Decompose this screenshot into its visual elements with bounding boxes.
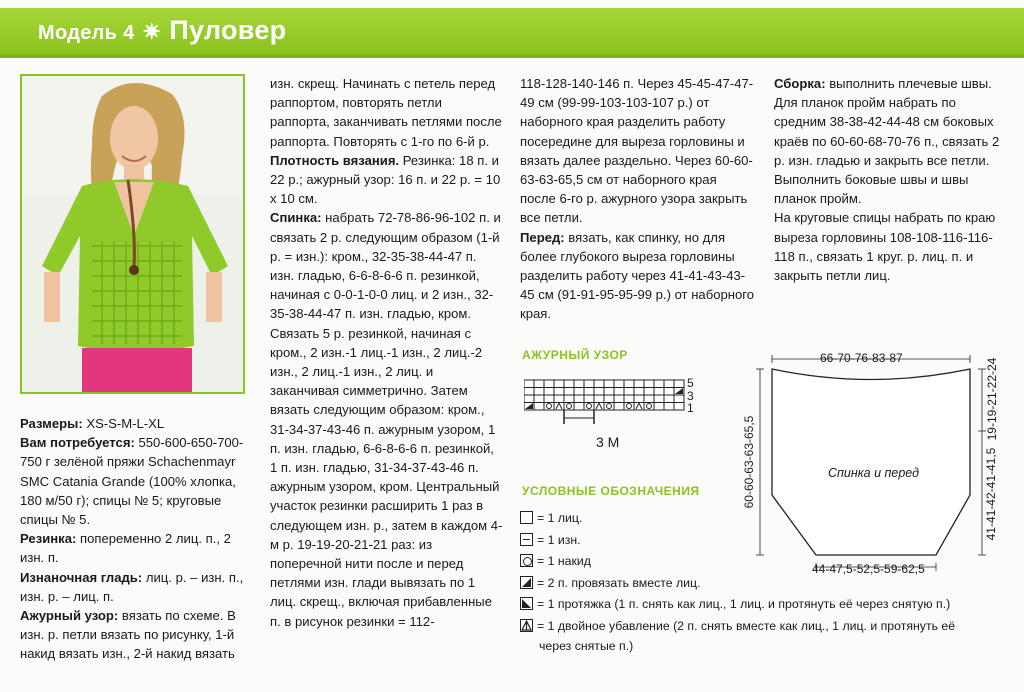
paragraph: изн. скрещ. Начинать с петель перед раппортом, повторять петли раппорта, заканчивать петлями после раппорта. Повторять с 1-го по 6-й р. xyxy=(270,76,502,149)
double-decrease-symbol-icon xyxy=(520,619,533,632)
banner-underline xyxy=(0,54,1024,58)
page-title xyxy=(38,15,286,46)
paragraph: Сборка: выполнить плечевые швы. Для планок пройм набрать по средним 38-38-42-44-48 см боковых краёв по 60-60-68-70-76 п., связать 2 р. изн. гладью и закрыть все петли. Выполнить боковые швы и швы планок пройм. xyxy=(774,76,1000,207)
paragraph: Резинка: попеременно 2 лиц. п., 2 изн. п. xyxy=(20,531,231,566)
paragraph: Спинка: набрать 72-78-86-96-102 п. и связать 2 р. следующим образом (1-й р. = изн.): кром., 32-35-38-44-47 п. изн. гладью, 6-6-8-6-6 п. резинкой, начиная с 0-0-1-0-0 лиц. и 2 изн., 32-35-38-44-47 п. изн. гладью, кром. Связать 5 р. резинкой, начиная с кром., 2 изн.-1 лиц.-1 изн., 2 лиц.-2 изн., 2 лиц.-1 изн., 2 лиц. и заканчивая симметрично. Затем вязать следующим образом: кром., 31-34-37-43-46 п. ажурным узором, 1 п. изн. гладью, 6-6-8-6-6 п. резинкой, 1 п. изн. гладью, 31-34-37-43-46 п. ажурным узором, кром. Центральный участок резинки расширить 1 раз в следующем изн. р., затем в каждом 4-м р. 19-19-20-21-21 раз: из поперечной нити после и перед петлями изн. глади вывязать по 1 лиц. скрещ., включая прибавленные п. в рисунок резинки = 112- xyxy=(270,210,503,629)
chart-row-label: 3 xyxy=(687,389,694,403)
column-4-text xyxy=(774,74,1000,285)
garment-title: Пуловер xyxy=(169,15,287,45)
schematic-right-top: 19-19-21-22-24 xyxy=(985,357,999,441)
column-2-text xyxy=(270,74,504,631)
lace-pattern-chart xyxy=(524,372,704,461)
paragraph: 118-128-140-146 п. Через 45-45-47-47-49 см (99-99-103-103-107 р.) от наборного края разделить работу посередине для выреза горловины и вязать далее раздельно. Через 60-60-63-63-65,5 см от наборного края после 6-го р. ажурного узора закрыть все петли. xyxy=(520,76,754,226)
k2tog-symbol-icon xyxy=(520,576,533,589)
column-3-text xyxy=(520,74,755,324)
schematic-bottom-width: 44-47,5-52,5-59-62,5 xyxy=(812,562,925,576)
yarn-over-symbol-icon xyxy=(520,554,533,567)
legend-item: = 2 п. провязать вместе лиц. xyxy=(520,573,1000,595)
paragraph: Вам потребуется: 550-600-650-700-750 г зелёной пряжи Schachenmayr SMC Catania Grande (100% хлопка, 180 м/50 г); спицы № 5; круговые спицы № 5. xyxy=(20,435,244,528)
model-photo xyxy=(20,74,245,394)
model-number: Модель 4 xyxy=(38,22,135,44)
chart-repeat-label: 3 М xyxy=(596,434,620,450)
legend-title: УСЛОВНЫЕ ОБОЗНАЧЕНИЯ xyxy=(522,484,700,498)
paragraph: Изнаночная гладь: лиц. р. – изн. п., изн. р. – лиц. п. xyxy=(20,569,244,604)
purl-symbol-icon xyxy=(520,533,533,546)
schematic-right-main: 41-41-42-41-41,5 xyxy=(984,447,998,541)
paragraph: Размеры: XS-S-M-L-XL xyxy=(20,416,165,431)
legend-item: = 1 изн. xyxy=(520,530,1000,552)
schematic-diagram xyxy=(746,345,1000,580)
schematic-left-height: 60-60-63-63-65,5 xyxy=(742,415,756,509)
column-1-text xyxy=(20,414,252,664)
paragraph: На круговые спицы набрать по краю выреза горловины 108-108-116-116-118 п., связать 1 круг. р. лиц. п. и закрыть петли лиц. xyxy=(774,210,996,284)
legend-item: = 1 двойное убавление (2 п. снять вместе как лиц., 1 лиц. и протянуть её xyxy=(520,616,1000,638)
paragraph: Плотность вязания. Резинка: 18 п. и 22 р.; ажурный узор: 16 п. и 22 р. = 10 х 10 см. xyxy=(270,152,501,207)
chart-row-label: 5 xyxy=(687,376,694,390)
schematic-top-width: 66-70-76-83-87 xyxy=(820,351,903,365)
legend-item: = 1 протяжка (1 п. снять как лиц., 1 лиц. и протянуть её через снятую п.) xyxy=(520,594,1000,616)
star-icon: ✷ xyxy=(142,19,162,44)
ssk-symbol-icon xyxy=(520,597,533,610)
garment-schematic xyxy=(742,345,1000,585)
schematic-center-label: Спинка и перед xyxy=(828,466,919,480)
legend-item: = 1 лиц. xyxy=(520,508,1000,530)
woman-in-pullover-illustration xyxy=(22,76,243,392)
paragraph: Ажурный узор: вязать по схеме. В изн. р. петли вязать по рисунку, 1-й накид вязать изн., 2-й накид вязать xyxy=(20,608,236,662)
legend-item-continued: через снятые п.) xyxy=(539,638,634,653)
knit-symbol-icon xyxy=(520,511,533,524)
paragraph: Перед: вязать, как спинку, но для более глубокого выреза горловины разделить работу через 41-41-43-43-45 см (91-91-95-95-99 р.) от наборного края. xyxy=(520,229,755,322)
chart-row-label: 1 xyxy=(687,401,694,415)
header-banner xyxy=(0,0,1024,62)
legend-item: = 1 накид xyxy=(520,551,1000,573)
chart-title: АЖУРНЫЙ УЗОР xyxy=(522,348,628,362)
